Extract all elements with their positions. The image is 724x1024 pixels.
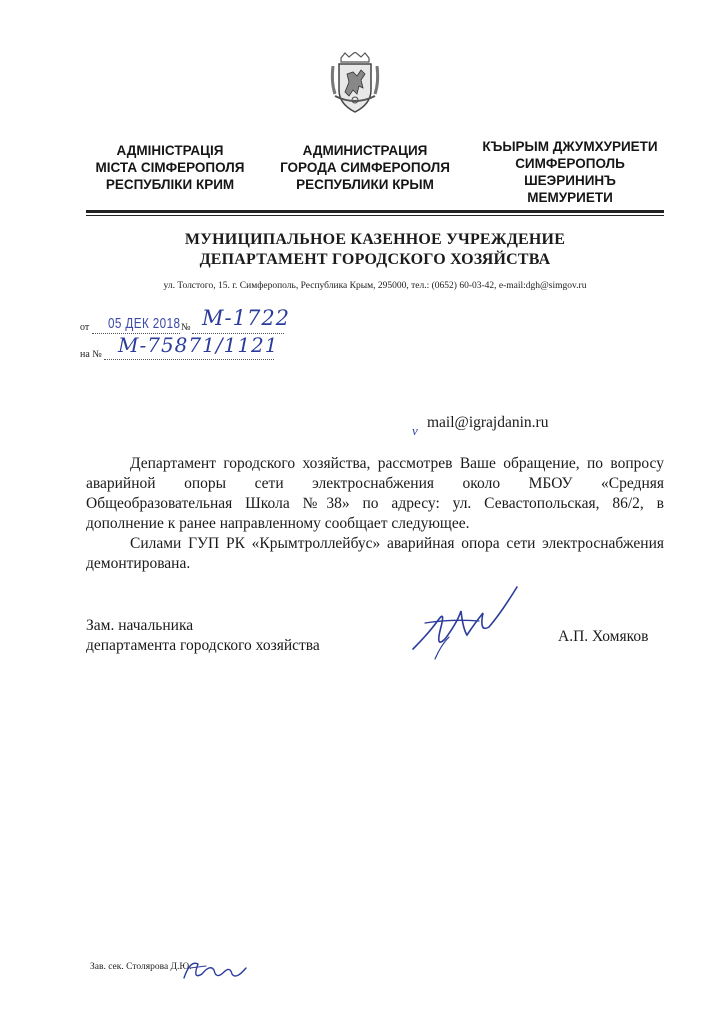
admin-crh-line-1: КЪЫРЫМ ДЖУМХУРИЕТИ (482, 139, 658, 154)
admin-name-russian (260, 142, 470, 193)
admin-ru-line-3: РЕСПУБЛИКИ КРЫМ (296, 177, 434, 192)
organization-address: ул. Толстого, 15. г. Симферополь, Республика Крым, 295000, тел.: (0652) 60-03-42, e-mail:dgh@simgov.ru (163, 281, 587, 291)
date-from-label: от (80, 322, 90, 333)
admin-name-crimean-tatar (455, 138, 685, 206)
signatory-title-line-1: Зам. начальника (86, 617, 194, 634)
organization-name-line-2: ДЕПАРТАМЕНТ ГОРОДСКОГО ХОЗЯЙСТВА (199, 251, 551, 268)
reply-number-handwritten: М-75871/1121 (118, 333, 279, 357)
header-divider-thin (86, 215, 664, 216)
checkmark-icon: v (412, 423, 418, 438)
reply-to-label: на № (80, 349, 102, 360)
crimea-coat-of-arms-icon (327, 52, 383, 116)
header-divider-thick (86, 210, 664, 213)
outgoing-number-label: № (181, 322, 191, 333)
body-paragraph-1: Департамент городского хозяйства, рассмотрев Ваше обращение, по вопросу аварийной опоры сети электроснабжения около МБОУ «Средняя Общеобразовательная Школа №38» по адресу: ул. Севастопольская, 86/2, в дополнение к ранее направленному сообщает следующее. (86, 455, 664, 532)
reply-number-underline (104, 359, 274, 360)
signatory-name: А.П. Хомяков (558, 628, 649, 645)
admin-ru-line-1: АДМИНИСТРАЦИЯ (302, 143, 428, 158)
admin-crh-line-2: СИМФЕРОПОЛЬ (515, 156, 625, 171)
outgoing-number-handwritten: М-1722 (202, 306, 291, 330)
admin-crh-line-4: МЕМУРИЕТИ (527, 190, 613, 205)
admin-ua-line-3: РЕСПУБЛІКИ КРИМ (105, 177, 235, 192)
date-stamp: 05 ДЕК 2018 (108, 315, 181, 332)
handwritten-signature (405, 583, 535, 663)
organization-name-line-1: МУНИЦИПАЛЬНОЕ КАЗЕННОЕ УЧРЕЖДЕНИЕ (184, 231, 566, 248)
admin-ru-line-2: ГОРОДА СИМФЕРОПОЛЯ (280, 160, 450, 175)
admin-crh-line-3: ШЕЭРИНИНЪ (524, 173, 616, 188)
body-paragraph-2: Силами ГУП РК «Крымтроллейбус» аварийная опора сети электроснабжения демонтирована. (86, 535, 664, 572)
recipient-email: mail@igrajdanin.ru (427, 414, 549, 431)
admin-name-ukrainian (70, 142, 270, 193)
executor-signature (180, 950, 250, 986)
admin-ua-line-2: МІСТА СІМФЕРОПОЛЯ (95, 160, 245, 175)
executor-note: Зав. сек. Столярова Д.Ю. (90, 962, 192, 972)
signatory-title-line-2: департамента городского хозяйства (86, 637, 320, 654)
admin-ua-line-1: АДМІНІСТРАЦІЯ (116, 143, 224, 158)
